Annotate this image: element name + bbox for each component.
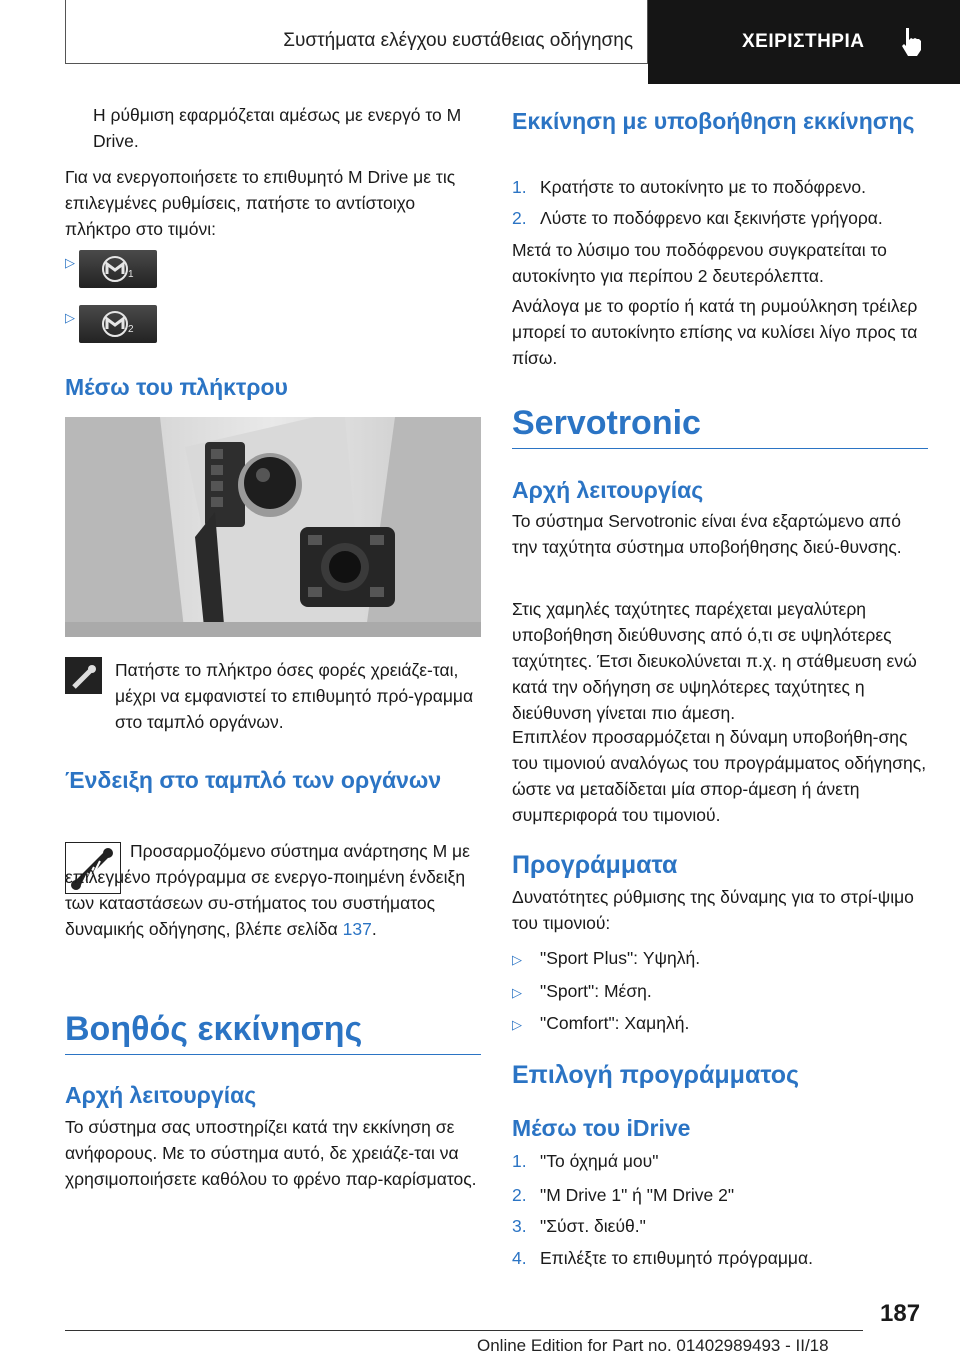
heading-rule <box>65 1054 481 1055</box>
list-bullet: ▷ <box>65 255 75 270</box>
heading-principle-right: Αρχή λειτουργίας <box>512 477 704 503</box>
step-1: 1. Κρατήστε το αυτοκίνητο με το ποδόφρενο. <box>512 177 866 197</box>
footer-rule <box>65 1330 863 1331</box>
svg-text:1: 1 <box>128 269 134 280</box>
section-tab[interactable] <box>648 0 960 84</box>
idrive-step-2: 2. "M Drive 1" ή "M Drive 2" <box>512 1185 735 1205</box>
paragraph-servotronic-3: Επιπλέον προσαρμόζεται η δύναμη υποβοήθη-σης του τιμονιού αναλόγως του προγράμματος οδήγησης, ώστε να μεταδίδεται μία σπορ-άμεση ή άνετη συμπεριφορά του τιμονιού. <box>512 727 927 825</box>
paragraph-m-drive-active: Η ρύθμιση εφαρμόζεται αμέσως με ενεργό το M Drive. <box>93 105 462 151</box>
note-button-icon <box>65 657 102 694</box>
heading-select-program: Επιλογή προγράμματος <box>512 1061 800 1089</box>
heading-via-button: Μέσω του πλήκτρου <box>65 374 288 400</box>
heading-rule <box>512 448 928 449</box>
paragraph-programs: Δυνατότητες ρύθμισης της δύναμης για το στρί-ψιμο του τιμονιού: <box>512 887 914 933</box>
heading-principle-left: Αρχή λειτουργίας <box>65 1082 257 1108</box>
paragraph-hill-start: Το σύστημα σας υποστηρίζει κατά την εκκίνηση σε ανήφορους. Με το σύστημα αυτό, δε χρειάζε-ται να χρησιμοποιήσετε καθόλου το φρένο παρ-καρίσματος. <box>65 1117 477 1189</box>
page-number: 187 <box>880 1300 921 1327</box>
footer-edition: Online Edition for Part no. 01402989493 - II/18 <box>477 1336 829 1355</box>
note-adaptive-suspension: Προσαρμοζόμενο σύστημα ανάρτησης M με επιλεγμένο πρόγραμμα σε ενεργο-ποιημένη ένδειξη των καταστάσεων συ-στήματος του συστήματος δυναμικής οδήγησης, βλέπε σελίδα 137. <box>65 841 470 939</box>
heading-via-idrive: Μέσω του iDrive <box>512 1115 691 1141</box>
program-item: ▷ "Sport Plus": Υψηλή. <box>512 948 701 968</box>
m2-button[interactable] <box>79 305 157 343</box>
paragraph-after-release: Μετά το λύσιμο του ποδόφρενου συγκρατείται το αυτοκίνητο για περίπου 2 δευτερόλεπτα. <box>512 240 887 286</box>
note-press-button: Πατήστε το πλήκτρο όσες φορές χρειάζε-ται, μέχρι να εμφανιστεί το επιθυμητό πρό-γραμμα στο ταμπλό οργάνων. <box>115 660 474 732</box>
heading-servotronic: Servotronic <box>512 404 701 442</box>
m1-button[interactable] <box>79 250 157 288</box>
svg-text:2: 2 <box>128 324 134 335</box>
program-item: ▷ "Sport": Μέση. <box>512 981 652 1001</box>
section-tab-label: ΧΕΙΡΙΣΤΗΡΙΑ <box>742 31 865 52</box>
heading-programs: Προγράμματα <box>512 851 678 879</box>
header-title: Συστήματα ελέγχου ευστάθειας οδήγησης <box>283 30 633 51</box>
header-box <box>65 0 648 64</box>
idrive-step-1: 1. "Το όχημά μου" <box>512 1151 659 1171</box>
paragraph-activate-m-drive: Για να ενεργοποιήσετε το επιθυμητό M Drive με τις επιλεγμένες ρυθμίσεις, πατήστε το αντίστοιχο πλήκτρο στο τιμόνι: <box>65 167 456 239</box>
hand-pointer-icon <box>894 24 930 60</box>
heading-cluster-display: Ένδειξη στο ταμπλό των οργάνων <box>65 767 442 793</box>
heading-start-with-assist: Εκκίνηση με υποβοήθηση εκκίνησης <box>512 108 915 134</box>
center-console-photo <box>65 417 481 637</box>
step-2: 2. Λύστε το ποδόφρενο και ξεκινήστε γρήγορα. <box>512 208 883 228</box>
paragraph-servotronic-1: Το σύστημα Servotronic είναι ένα εξαρτώμενο από την ταχύτητα σύστημα υποβοήθησης διεύ-θυνσης. <box>512 511 902 557</box>
program-item: ▷ "Comfort": Χαμηλή. <box>512 1013 690 1033</box>
heading-start-assist: Βοηθός εκκίνησης <box>65 1010 363 1048</box>
paragraph-load: Ανάλογα με το φορτίο ή κατά τη ρυμούλκηση τρέιλερ μπορεί το αυτοκίνητο επίσης να κυλίσει λίγο προς τα πίσω. <box>512 296 918 368</box>
paragraph-servotronic-2: Στις χαμηλές ταχύτητες παρέχεται μεγαλύτερη υποβοήθηση διεύθυνσης από ό,τι σε υψηλότερες ταχύτητες. Έτσι διευκολύνεται π.χ. η στάθμευση ενώ κατά την οδήγηση σε υψηλότερες ταχύτητες η διεύθυνση γίνεται πιο άμεση. <box>512 599 917 723</box>
idrive-step-3: 3. "Σύστ. διεύθ." <box>512 1216 646 1236</box>
idrive-step-4: 4. Επιλέξτε το επιθυμητό πρόγραμμα. <box>512 1248 813 1268</box>
list-bullet: ▷ <box>65 310 75 325</box>
page-137-link[interactable]: 137 <box>342 919 372 939</box>
